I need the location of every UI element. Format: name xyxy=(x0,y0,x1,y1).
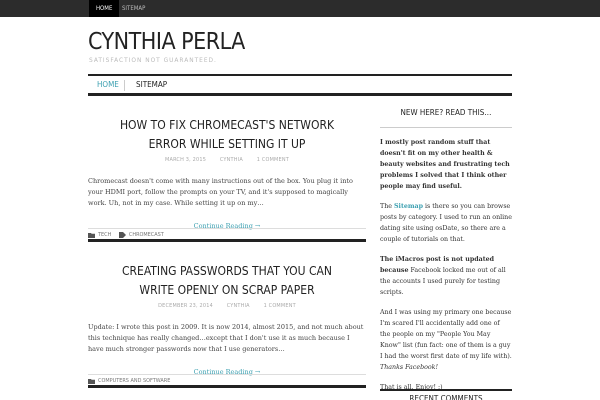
post-title-link[interactable]: CREATING PASSWORDS THAT YOU CAN WRITE OPENLY ON SCRAP PAPER xyxy=(121,264,332,297)
site-tagline: SATISFACTION NOT GUARANTEED. xyxy=(89,56,217,64)
post-tag-link[interactable]: CHROMECAST xyxy=(128,232,164,238)
post-meta xyxy=(88,303,366,309)
post-category-link[interactable]: COMPUTERS AND SOFTWARE xyxy=(98,378,171,384)
post-excerpt: Update: I wrote this post in 2009. It is now 2014, almost 2015, and not much about this technique has really changed…except that I don't use it as much because I have much stronger passwords now that I use generators… xyxy=(88,323,364,353)
post-author[interactable]: CYNTHIA xyxy=(219,157,243,163)
topbar-sitemap-link[interactable]: SITEMAP xyxy=(122,5,146,12)
post-item xyxy=(88,262,366,384)
imacros-paragraph xyxy=(380,254,512,298)
text-fragment: is there so you can browse posts by category. I used to run an online dating site using osDate, so there are a couple of tutorials on that. xyxy=(380,203,512,243)
sitemap-link[interactable]: Sitemap xyxy=(394,203,424,210)
sitemap-paragraph xyxy=(380,201,512,245)
post-category-link[interactable]: TECH xyxy=(98,232,112,238)
post-excerpt: Chromecast doesn't come with many instructions out of the box. You plug it into your HDMI port, follow the prompts on your TV, and it's supposed to magically work. Uh, not in my case. While setting it up on my… xyxy=(88,177,353,207)
widget-body xyxy=(380,137,512,393)
recent-comments-title: RECENT COMMENTS xyxy=(380,389,512,400)
continue-reading-link[interactable]: Continue Reading → xyxy=(193,222,261,230)
main-navigation xyxy=(88,74,512,96)
post-meta xyxy=(88,157,366,163)
text-fragment: And I was using my primary one because I'm scared I'll accidentally add one of the people on my "People You May Know" list (fun fact: one of them is a guy I had the worst first date of my life with). xyxy=(380,309,512,360)
post-item xyxy=(88,116,366,238)
sidebar xyxy=(380,108,512,393)
tag-icon xyxy=(119,232,126,238)
closing-paragraph: That is all. Enjoy! :) xyxy=(380,384,443,391)
italic-text: Thanks Facebook! xyxy=(380,364,439,371)
continue-reading-link[interactable]: Continue Reading → xyxy=(193,368,261,376)
post-comments-link[interactable]: 1 COMMENT xyxy=(256,157,289,163)
post-author[interactable]: CYNTHIA xyxy=(226,303,250,309)
site-title[interactable]: CYNTHIA PERLA xyxy=(88,29,245,55)
folder-icon xyxy=(88,232,95,238)
widget-title: NEW HERE? READ THIS… xyxy=(380,108,512,128)
nav-sitemap-link[interactable]: SITEMAP xyxy=(136,80,168,89)
intro-paragraph: I mostly post random stuff that doesn't fit on my other health & beauty websites and frustrating tech problems I solved that I think other people may find useful. xyxy=(380,139,510,190)
bold-text: The iMacros post is not updated because xyxy=(380,256,495,274)
text-fragment: The xyxy=(380,203,392,210)
post-date[interactable]: MARCH 3, 2015 xyxy=(165,157,207,163)
nav-separator xyxy=(124,80,125,91)
post-comments-link[interactable]: 1 COMMENT xyxy=(263,303,296,309)
post-title-link[interactable]: HOW TO FIX CHROMECAST'S NETWORK ERROR WHILE SETTING IT UP xyxy=(119,118,335,151)
text-fragment: Facebook locked me out of all the accounts I used purely for testing scripts. xyxy=(380,267,506,296)
facebook-paragraph xyxy=(380,307,512,373)
topbar-home-link[interactable]: HOME xyxy=(89,0,119,17)
folder-icon xyxy=(88,378,95,384)
nav-home-link[interactable]: HOME xyxy=(97,80,119,89)
post-date[interactable]: DECEMBER 23, 2014 xyxy=(158,303,213,309)
top-bar xyxy=(0,0,600,17)
post-footer xyxy=(88,374,366,388)
post-footer xyxy=(88,228,366,242)
